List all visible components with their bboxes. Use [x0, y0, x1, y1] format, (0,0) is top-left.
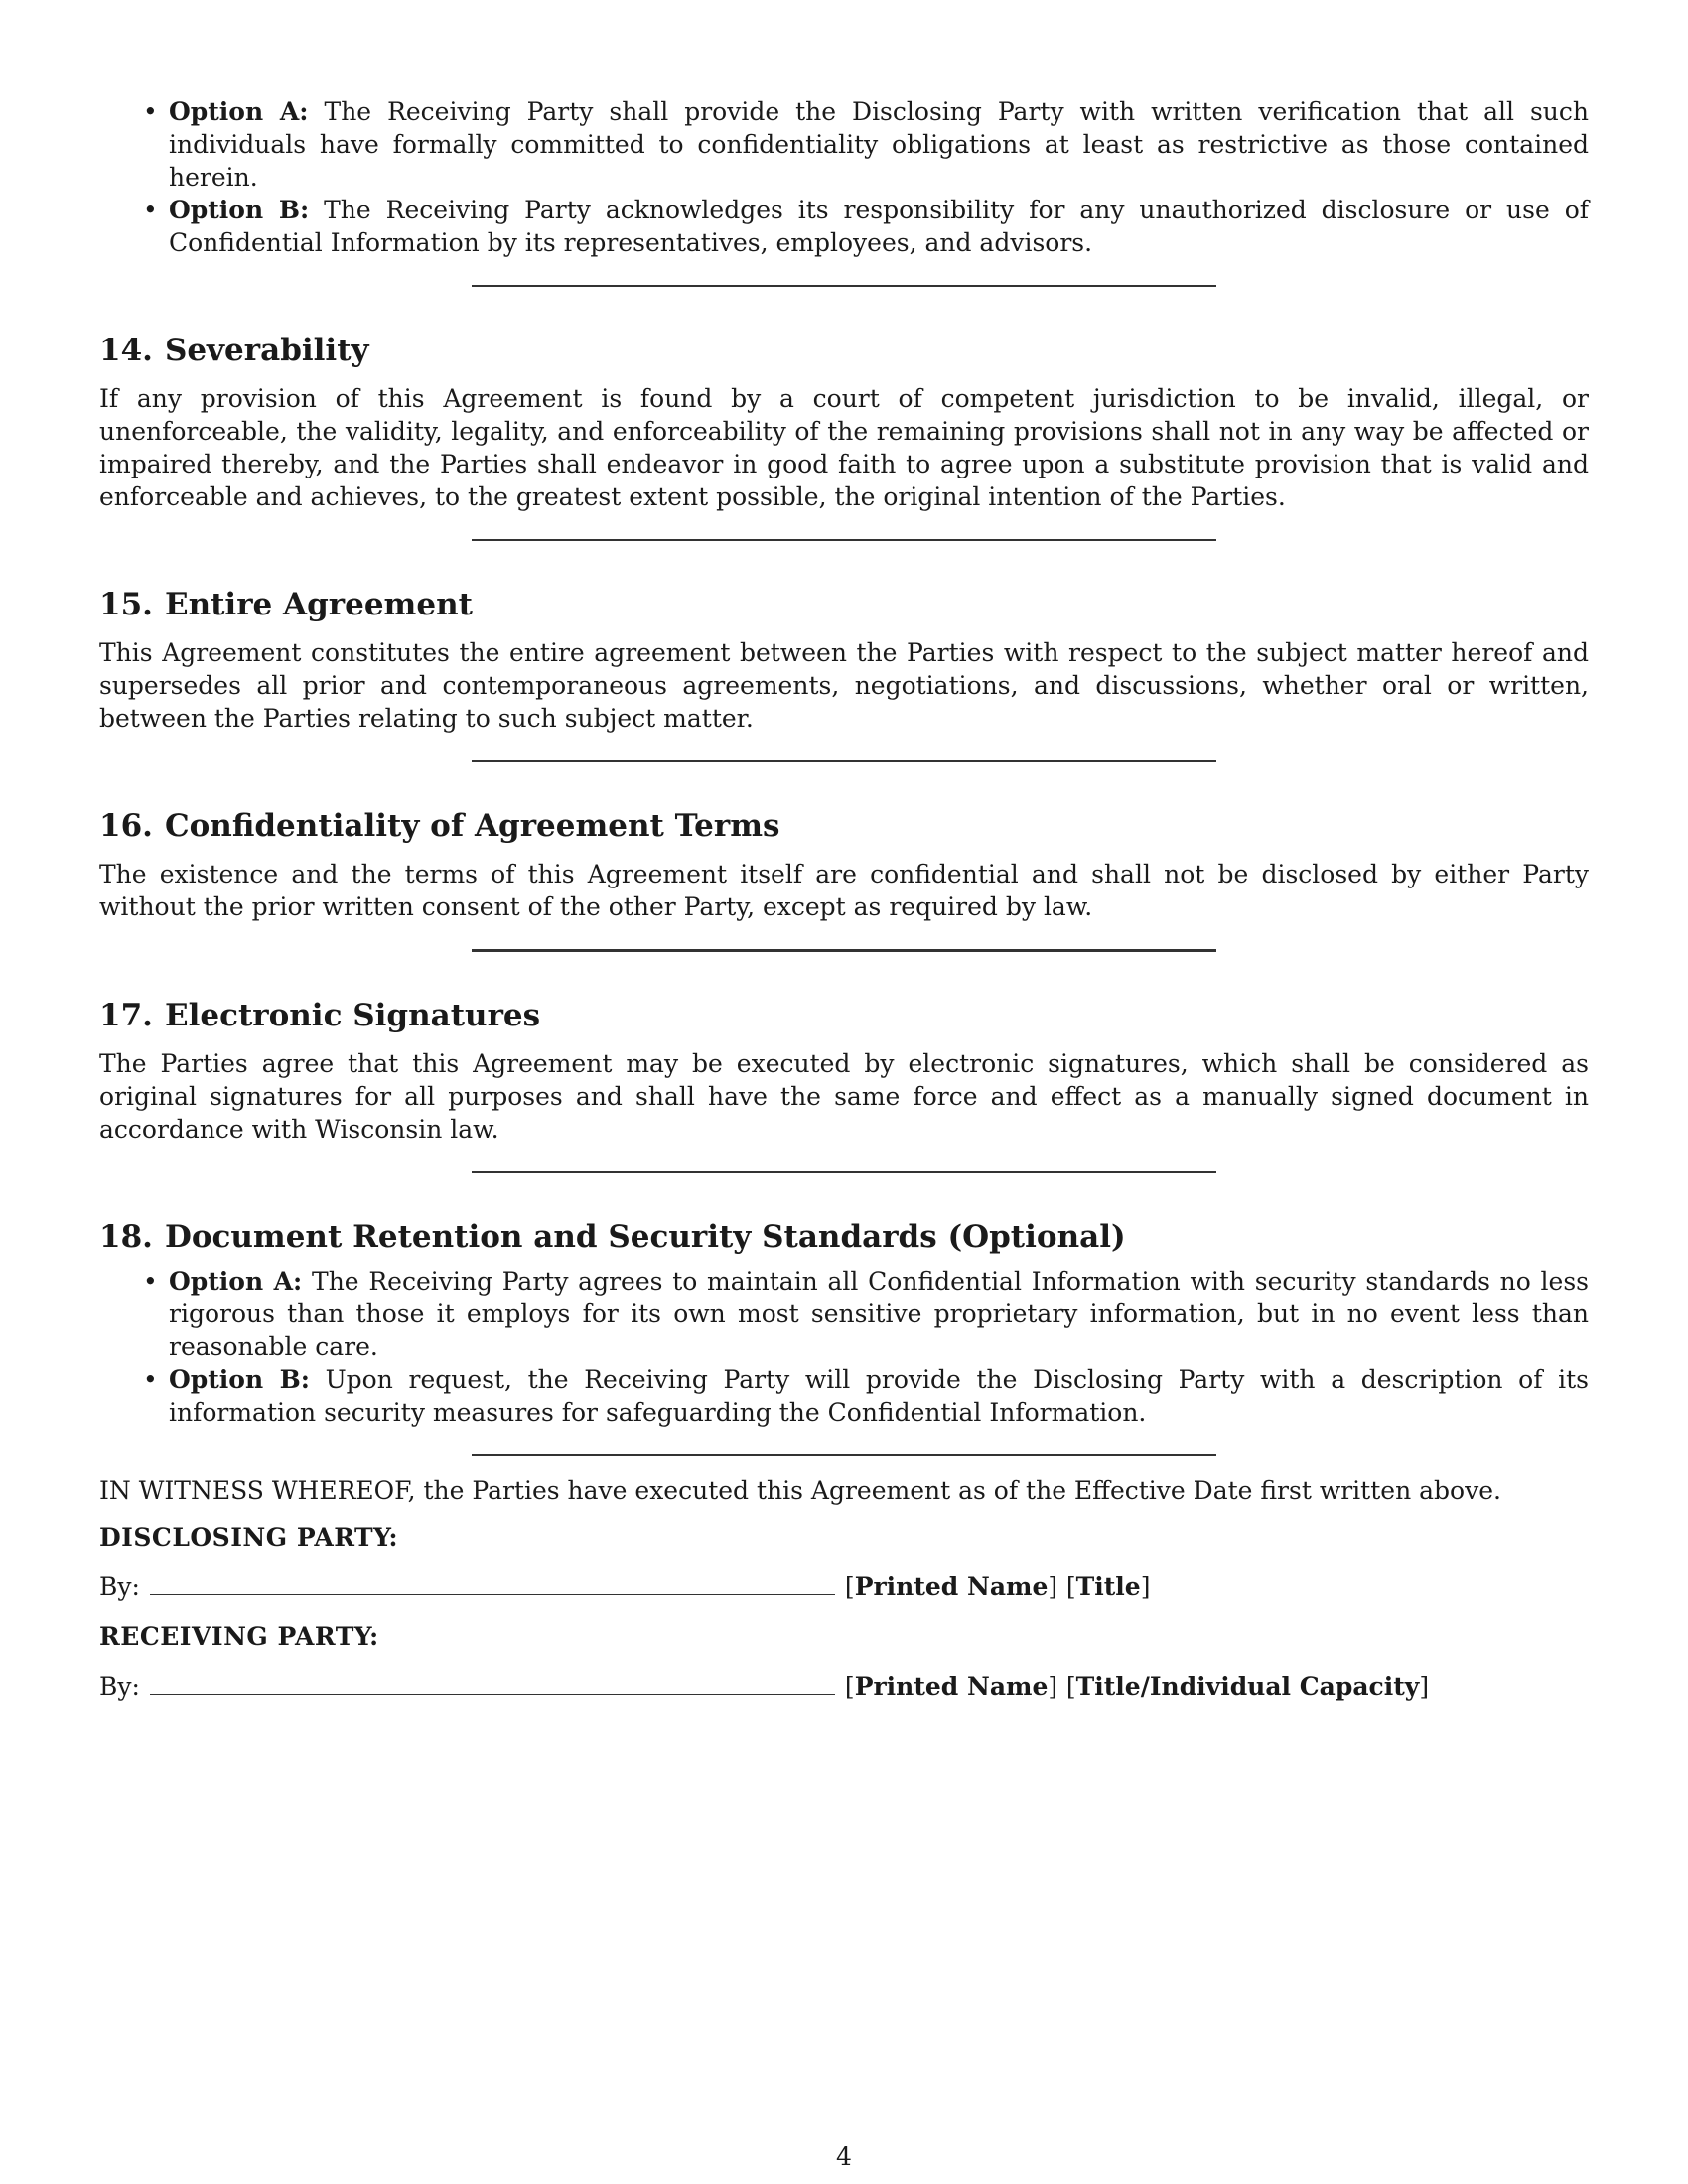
section-number: 16. — [99, 808, 153, 844]
document-page — [99, 95, 1589, 1703]
section-18-option-b — [169, 1363, 1589, 1429]
section-number: 17. — [99, 998, 153, 1033]
section-heading-14 — [99, 331, 1589, 370]
option-label: Option A: — [169, 1267, 303, 1296]
option-text: Upon request, the Receiving Party will provide the Disclosing Party with a description of its information security measures for safeguarding the Confidential Information. — [169, 1365, 1590, 1427]
signer-title: Title/Individual Capacity — [1075, 1672, 1420, 1701]
section-title: Confidentiality of Agreement Terms — [164, 808, 780, 844]
section-body-16: The existence and the terms of this Agreement itself are confidential and shall not be disclosed by either Party without the prior written consent of the other Party, except as required by law. — [99, 860, 1589, 921]
section-title: Severability — [164, 333, 369, 368]
intro-option-list — [99, 95, 1589, 259]
receiving-signature-line — [99, 1670, 1589, 1703]
receiving-party-label: RECEIVING PARTY: — [99, 1622, 379, 1651]
option-text: The Receiving Party agrees to maintain all Confidential Information with security standards no less rigorous than those it employs for its own most sensitive proprietary information, but in no event less than reasonable care. — [169, 1267, 1589, 1361]
section-heading-15 — [99, 585, 1589, 624]
witness-statement: IN WITNESS WHEREOF, the Parties have executed this Agreement as of the Effective Date first written above. — [99, 1476, 1501, 1505]
section-18-option-list — [99, 1265, 1589, 1429]
intro-option-b — [169, 194, 1589, 259]
signature-name-placeholder: [Printed Name] [Title] — [844, 1572, 1151, 1601]
disclosing-signature-line — [99, 1570, 1589, 1603]
section-heading-18 — [99, 1217, 1589, 1257]
signature-blank[interactable] — [150, 1670, 835, 1695]
option-text: The Receiving Party acknowledges its responsibility for any unauthorized disclosure or use of Confidential Information by its representatives, employees, and advisors. — [169, 196, 1590, 257]
section-number: 15. — [99, 587, 153, 622]
printed-name: Printed Name — [854, 1672, 1049, 1701]
intro-option-a — [169, 95, 1589, 194]
section-divider — [472, 760, 1216, 762]
section-divider — [472, 949, 1216, 952]
section-heading-17 — [99, 996, 1589, 1035]
printed-name: Printed Name — [854, 1572, 1049, 1601]
section-heading-16 — [99, 806, 1589, 846]
section-body-17: The Parties agree that this Agreement may be executed by electronic signatures, which shall be considered as original signatures for all purposes and shall have the same force and effect as a manually signed document in accordance with Wisconsin law. — [99, 1049, 1589, 1144]
by-label: By: — [99, 1672, 140, 1701]
section-title: Entire Agreement — [164, 587, 473, 622]
option-label: Option B: — [169, 196, 310, 224]
section-divider — [472, 285, 1216, 287]
disclosing-party-label: DISCLOSING PARTY: — [99, 1523, 399, 1552]
section-body-15: This Agreement constitutes the entire agreement between the Parties with respect to the subject matter hereof and supersedes all prior and contemporaneous agreements, negotiations, and discussions, whether oral or written, between the Parties relating to such subject matter. — [99, 638, 1589, 733]
signer-title: Title — [1075, 1572, 1141, 1601]
section-18-option-a — [169, 1265, 1589, 1363]
section-title: Electronic Signatures — [164, 998, 541, 1033]
option-label: Option A: — [169, 97, 309, 126]
signature-blank[interactable] — [150, 1570, 835, 1595]
section-divider — [472, 539, 1216, 541]
section-divider — [472, 1454, 1216, 1456]
option-text: The Receiving Party shall provide the Disclosing Party with written verification that all such individuals have formally committed to confidentiality obligations at least as restrictive as those contained herein. — [169, 97, 1590, 192]
section-title: Document Retention and Security Standards (Optional) — [164, 1219, 1126, 1255]
by-label: By: — [99, 1572, 140, 1601]
option-label: Option B: — [169, 1365, 310, 1394]
section-body-14: If any provision of this Agreement is found by a court of competent jurisdiction to be invalid, illegal, or unenforceable, the validity, legality, and enforceability of the remaining provisions shall not in any way be affected or impaired thereby, and the Parties shall endeavor in good faith to agree upon a substitute provision that is valid and enforceable and achieves, to the greatest extent possible, the original intention of the Parties. — [99, 384, 1589, 511]
section-divider — [472, 1171, 1216, 1173]
page-number: 4 — [836, 2142, 852, 2171]
section-number: 14. — [99, 333, 153, 368]
signature-name-placeholder: [Printed Name] [Title/Individual Capacity] — [844, 1672, 1430, 1701]
section-number: 18. — [99, 1219, 153, 1255]
